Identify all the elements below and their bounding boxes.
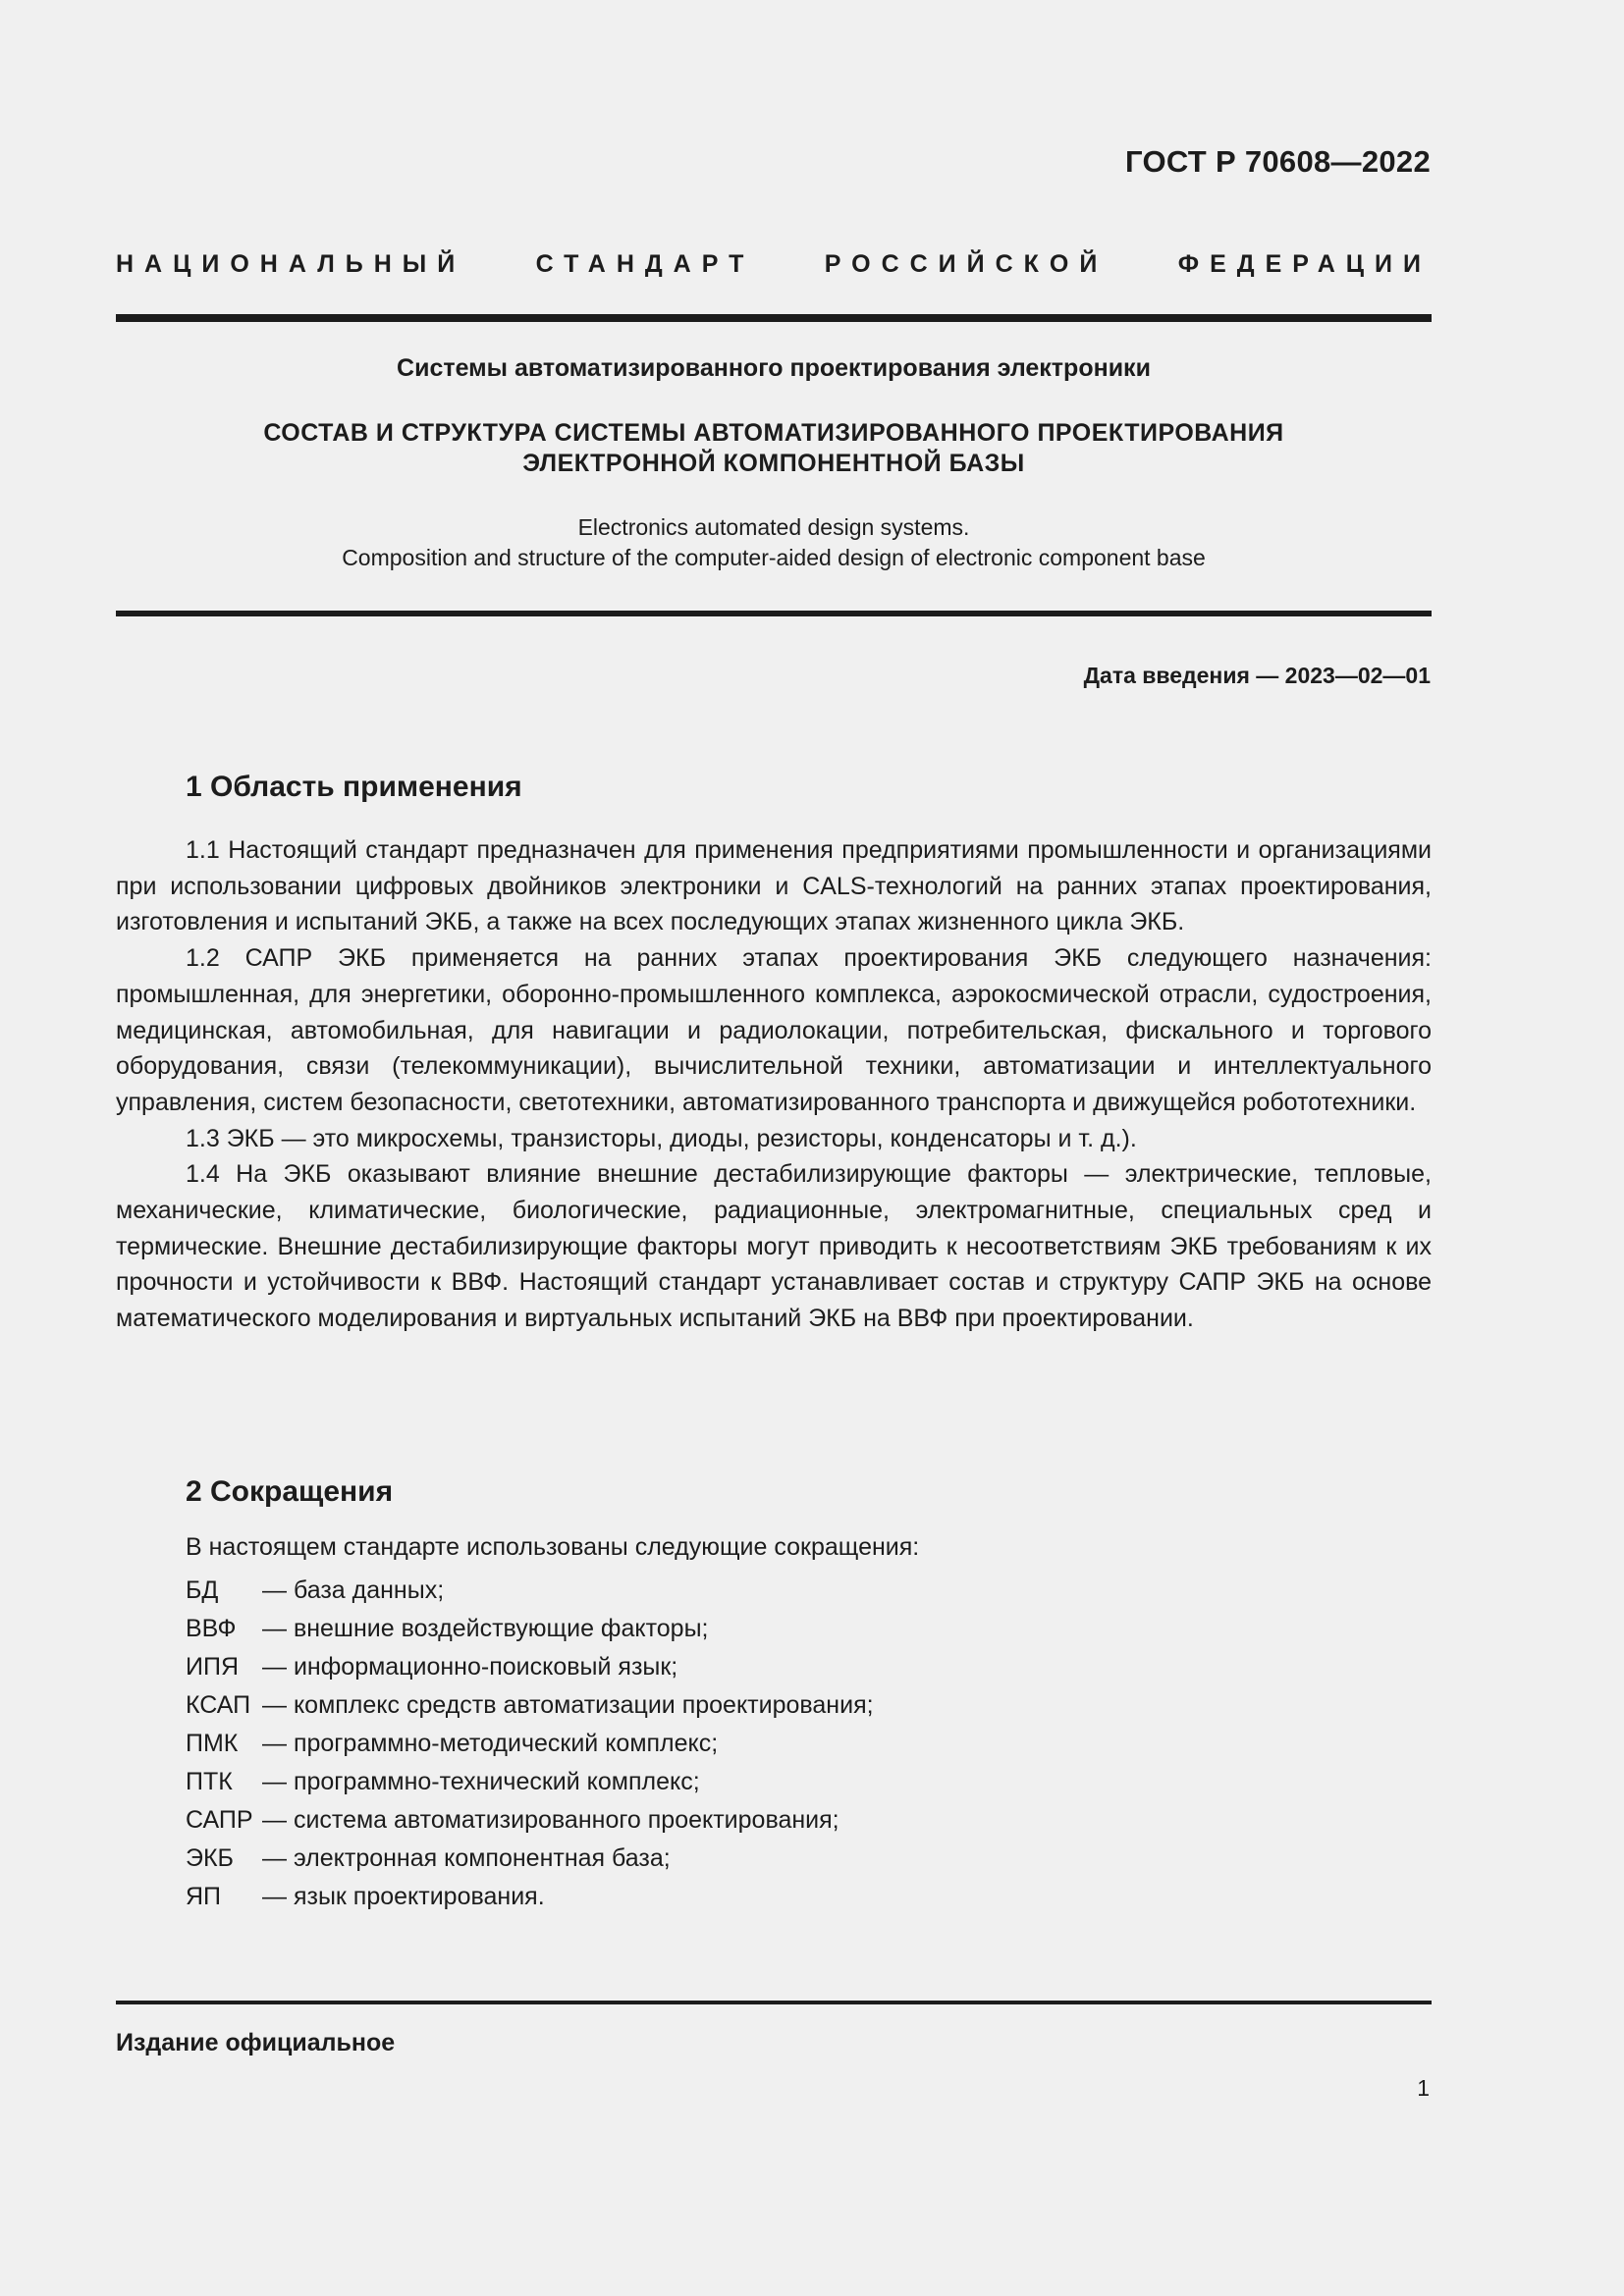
abbreviations-intro: В настоящем стандарте использованы следующие сокращения: [186, 1533, 920, 1561]
abbreviation-item [186, 1725, 874, 1763]
english-title-line: Composition and structure of the computer-aided design of electronic component base [342, 545, 1206, 570]
title-line: ЭЛЕКТРОННОЙ КОМПОНЕНТНОЙ БАЗЫ [522, 450, 1025, 477]
abbreviation-term: ИПЯ [186, 1653, 239, 1681]
abbreviation-term: ПМК [186, 1730, 239, 1757]
abbreviation-item [186, 1878, 874, 1916]
footer-divider [116, 2001, 1432, 2004]
abbreviation-definition: — программно-технический комплекс; [262, 1768, 700, 1795]
abbreviation-term: ВВФ [186, 1615, 237, 1642]
page-number: 1 [1417, 2075, 1430, 2101]
national-standard-heading: НАЦИОНАЛЬНЫЙ СТАНДАРТ РОССИЙСКОЙ ФЕДЕРАЦИИ [116, 250, 1432, 278]
abbreviation-term: БД [186, 1576, 219, 1604]
english-title-line: Electronics automated design systems. [577, 514, 970, 540]
abbreviation-item [186, 1572, 874, 1610]
abbreviation-definition: — система автоматизированного проектирования; [262, 1806, 839, 1834]
abbreviation-item [186, 1801, 874, 1840]
abbreviation-definition: — комплекс средств автоматизации проектирования; [262, 1691, 874, 1719]
abbreviation-item [186, 1610, 874, 1648]
abbreviation-term: КСАП [186, 1691, 251, 1719]
paragraph: 1.2 САПР ЭКБ применяется на ранних этапах проектирования ЭКБ следующего назначения: промышленная, для энергетики, оборонно-промышленного комплекса, аэрокосмической отрасли, судостроения, медицинская, автомобильная, для навигации и радиолокации, потребительская, фискального и торгового оборудования, связи (телекоммуникации), вычислительной техники, автоматизации и интеллектуального управления, систем безопасности, светотехники, автоматизированного транспорта и движущейся робототехники. [116, 944, 1432, 1116]
document-number: ГОСТ Р 70608—2022 [1125, 144, 1431, 179]
english-title [116, 512, 1432, 573]
abbreviation-definition: — программно-методический комплекс; [262, 1730, 719, 1757]
official-edition-label: Издание официальное [116, 2029, 396, 2056]
abbreviation-item [186, 1840, 874, 1878]
paragraph: 1.4 На ЭКБ оказывают влияние внешние дестабилизирующие факторы — электрические, тепловые, механические, климатические, биологические, радиационные, электромагнитные, специальных сред и термические. Внешние дестабилизирующие факторы могут приводить к несоответствиям ЭКБ требованиям к их прочности и устойчивости к ВВФ. Настоящий стандарт устанавливает состав и структуру САПР ЭКБ на основе математического моделирования и виртуальных испытаний ЭКБ на ВВФ при проектировании. [116, 1160, 1432, 1333]
abbreviation-item [186, 1686, 874, 1725]
abbreviation-term: ЯП [186, 1883, 222, 1910]
top-divider [116, 314, 1432, 322]
paragraph: 1.1 Настоящий стандарт предназначен для применения предприятиями промышленности и организациями при использовании цифровых двойников электроники и CALS-технологий на ранних этапах проектирования, изготовления и испытаний ЭКБ, а также на всех последующих этапах жизненного цикла ЭКБ. [116, 836, 1432, 936]
section-heading: 1 Область применения [186, 771, 522, 803]
abbreviation-term: ПТК [186, 1768, 233, 1795]
title-line: СОСТАВ И СТРУКТУРА СИСТЕМЫ АВТОМАТИЗИРОВАННОГО ПРОЕКТИРОВАНИЯ [263, 419, 1284, 447]
abbreviation-term: САПР [186, 1806, 253, 1834]
abbreviation-definition: — язык проектирования. [262, 1883, 545, 1910]
title-divider [116, 611, 1432, 616]
abbreviation-item [186, 1763, 874, 1801]
abbreviation-item [186, 1648, 874, 1686]
document-title [116, 418, 1432, 479]
paragraph: 1.3 ЭКБ — это микросхемы, транзисторы, диоды, резисторы, конденсаторы и т. д.). [186, 1124, 1137, 1152]
abbreviation-definition: — внешние воздействующие факторы; [262, 1615, 709, 1642]
abbreviation-definition: — база данных; [262, 1576, 445, 1604]
abbreviation-definition: — информационно-поисковый язык; [262, 1653, 678, 1681]
abbreviations-list [186, 1572, 874, 1916]
section-body [116, 832, 1432, 1337]
introduction-date: Дата введения — 2023—02—01 [1083, 663, 1431, 688]
section-heading: 2 Сокращения [186, 1475, 394, 1508]
abbreviation-definition: — электронная компонентная база; [262, 1844, 671, 1872]
standard-series: Системы автоматизированного проектирования электроники [397, 354, 1151, 382]
abbreviation-term: ЭКБ [186, 1844, 234, 1872]
